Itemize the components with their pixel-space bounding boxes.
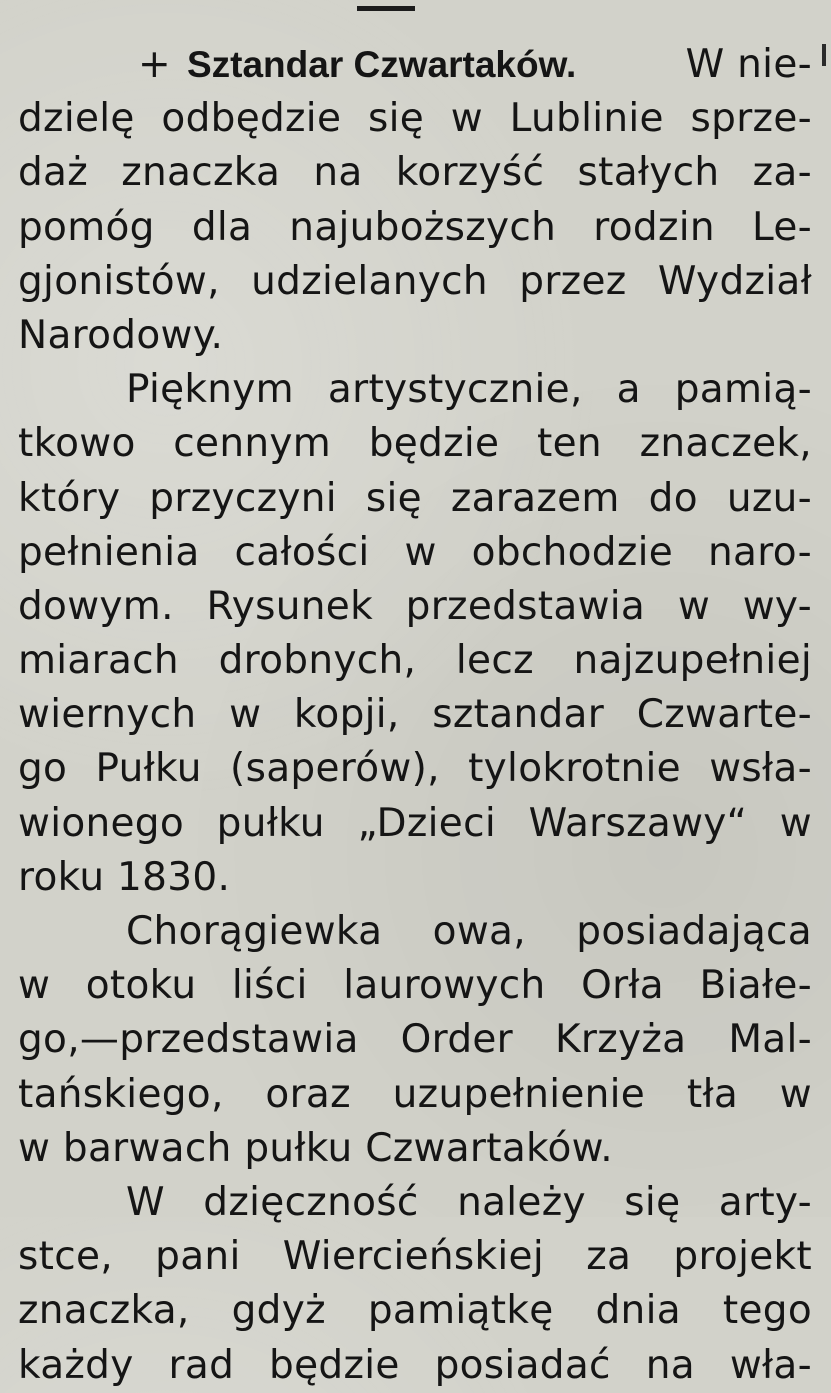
cross-icon: +: [138, 42, 171, 87]
top-divider-rule: [357, 6, 415, 11]
heading-line-continuation: W nie-: [685, 42, 812, 87]
heading-group: [138, 38, 576, 92]
paragraph-start-line: W dzięczność należy się arty-: [126, 1179, 812, 1225]
text-line: znaczka, gdyż pamiątkę dnia tego: [18, 1288, 812, 1334]
text-line: miarach drobnych, lecz najzupełniej: [18, 638, 812, 684]
text-line: wiernych w kopji, sztandar Czwarte-: [18, 692, 812, 738]
article-column: [18, 38, 812, 1393]
text-line: w barwach pułku Czwartaków.: [18, 1125, 613, 1171]
text-line: dzielę odbędzie się w Lublinie sprze-: [18, 96, 812, 142]
text-line: dowym. Rysunek przedstawia w wy-: [18, 583, 812, 629]
text-line: daż znaczka na korzyść stałych za-: [18, 150, 812, 196]
text-line: gjonistów, udzielanych przez Wydział: [18, 258, 812, 304]
text-line: stce, pani Wiercieńskiej za projekt: [18, 1234, 812, 1280]
text-line: tańskiego, oraz uzupełnienie tła w: [18, 1071, 812, 1117]
paragraph-start-line: Pięknym artystycznie, a pamią-: [126, 367, 812, 413]
text-line: roku 1830.: [18, 854, 231, 900]
article-heading-line: [18, 38, 812, 92]
paragraph-start-line: Chorągiewka owa, posiadająca: [126, 909, 812, 954]
text-line: w otoku liści laurowych Orła Białe-: [18, 963, 812, 1009]
article-heading: Sztandar Czwartaków.: [186, 44, 577, 85]
text-line: który przyczyni się zarazem do uzu-: [18, 475, 812, 521]
text-line: każdy rad będzie posiadać na wła-: [18, 1342, 812, 1388]
text-line: go,—przedstawia Order Krzyża Mal-: [18, 1017, 812, 1063]
text-line: wionego pułku „Dzieci Warszawy“ w: [18, 800, 812, 846]
text-line: tkowo cennym będzie ten znaczek,: [18, 421, 812, 467]
text-line: go Pułku (saperów), tylokrotnie wsła-: [18, 746, 812, 792]
text-line: pełnienia całości w obchodzie naro-: [18, 529, 812, 575]
text-line: pomóg dla najuboższych rodzin Le-: [18, 204, 812, 250]
margin-mark: [822, 44, 826, 66]
text-line: Narodowy.: [18, 312, 224, 358]
